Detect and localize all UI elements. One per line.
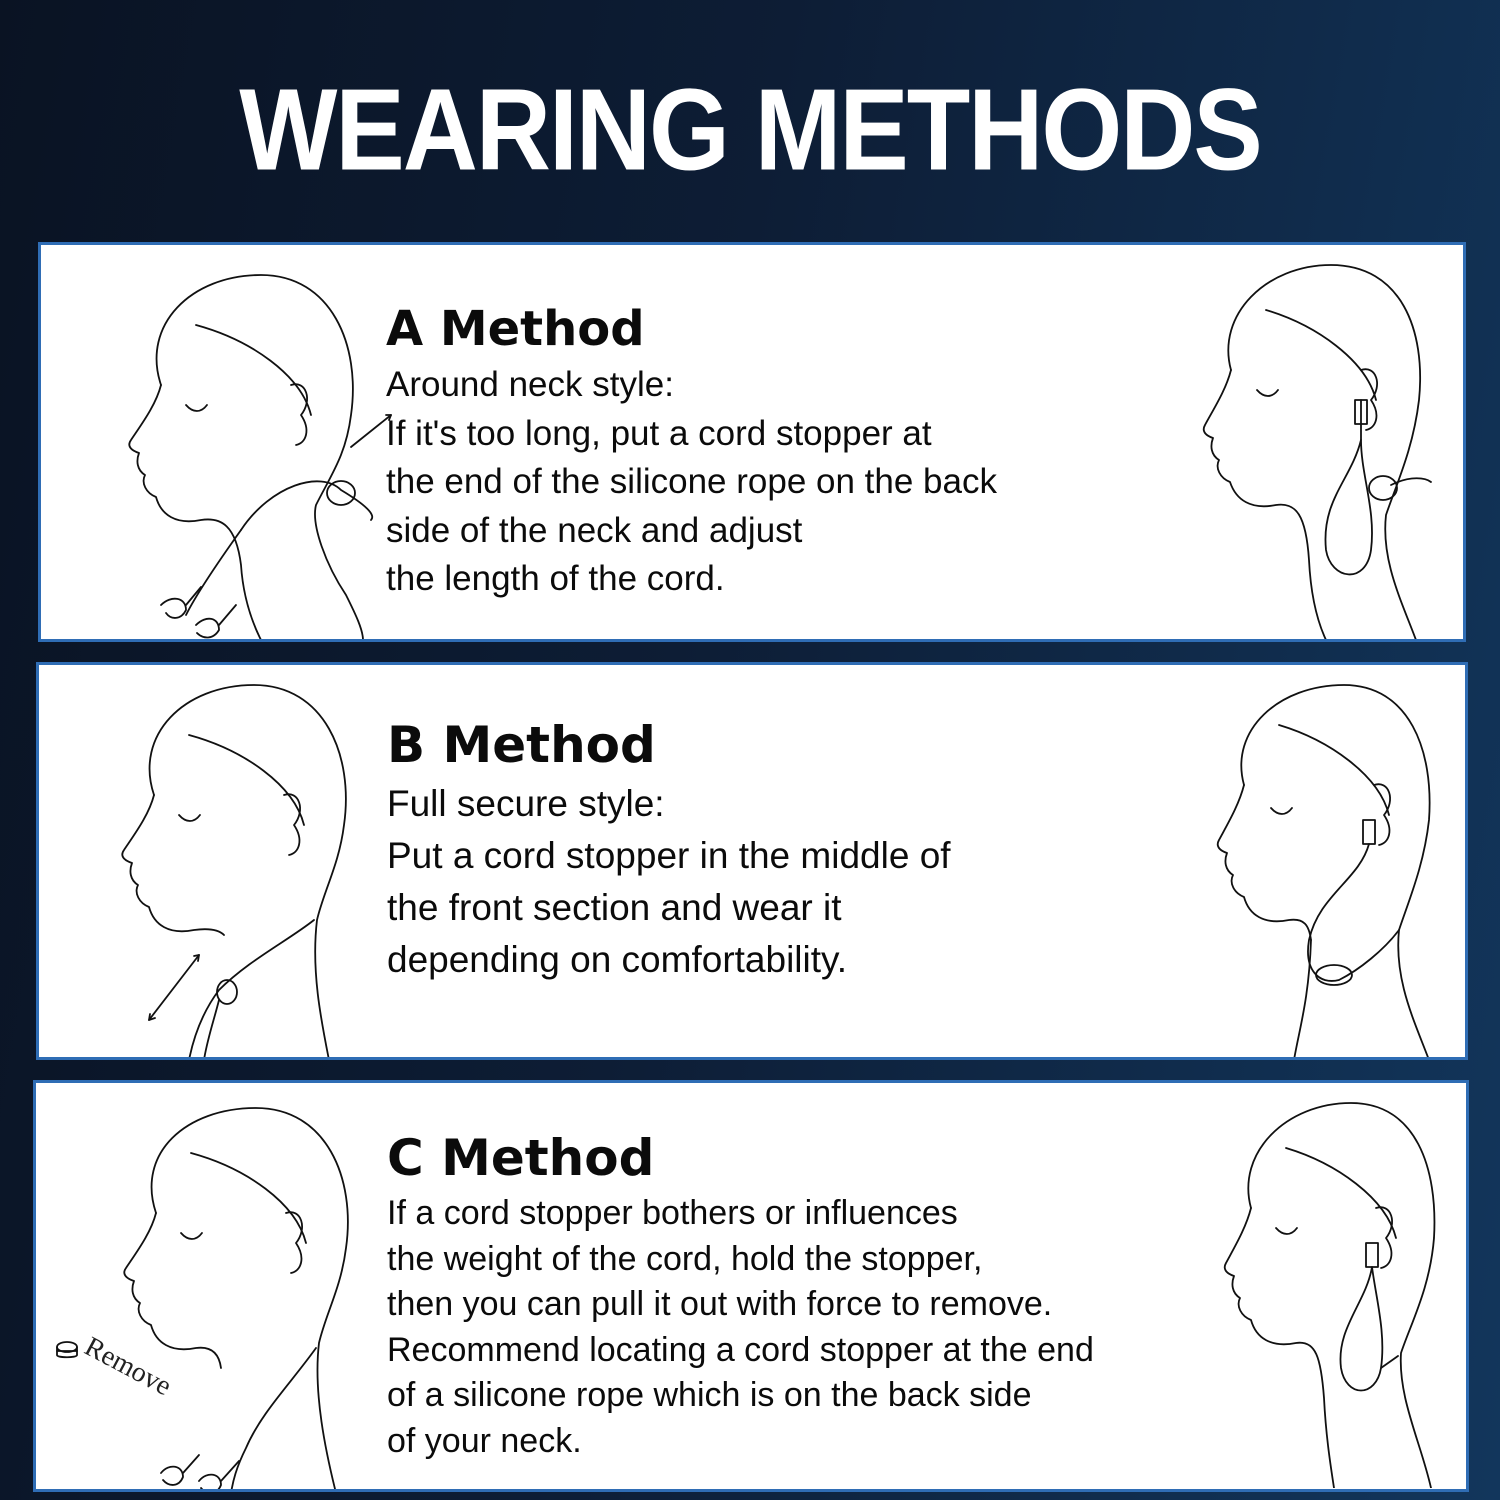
method-c-line-3: then you can pull it out with force to remove. <box>387 1285 1053 1323</box>
method-c-line-5: of a silicone rope which is on the back side <box>387 1376 1032 1414</box>
method-a-line-2: If it's too long, put a cord stopper at <box>386 413 932 453</box>
cord-stopper-icon <box>54 1338 80 1364</box>
head-illustration-left <box>99 680 399 1060</box>
head-illustration-right <box>1209 680 1468 1060</box>
method-a-line-3: the end of the silicone rope on the back <box>386 462 997 501</box>
method-a-line-1: Around neck style: <box>386 365 674 404</box>
method-a-text <box>386 301 997 604</box>
method-b-line-4: depending on comfortability. <box>387 939 848 980</box>
head-illustration-right <box>1216 1098 1456 1488</box>
method-b-text <box>387 716 951 986</box>
method-a-title: A Method <box>386 301 645 357</box>
method-c-line-1: If a cord stopper bothers or influences <box>387 1194 958 1232</box>
method-c-line-2: the weight of the cord, hold the stopper, <box>387 1239 983 1278</box>
method-c-line-6: of your neck. <box>387 1421 582 1460</box>
method-c-text <box>387 1129 1094 1464</box>
method-b-title: B Method <box>387 716 656 774</box>
method-a-panel <box>38 242 1466 642</box>
method-b-panel <box>36 662 1468 1060</box>
method-b-line-1: Full secure style: <box>387 783 665 824</box>
method-c-line-4: Recommend locating a cord stopper at the end <box>387 1330 1094 1369</box>
method-b-line-2: Put a cord stopper in the middle of <box>387 835 951 876</box>
head-illustration-left <box>121 1103 401 1492</box>
method-a-line-4: side of the neck and adjust <box>386 510 803 550</box>
head-illustration-left <box>101 265 401 642</box>
head-illustration-right <box>1191 260 1461 642</box>
method-a-line-5: the length of the cord. <box>386 559 725 598</box>
method-c-title: C Method <box>387 1129 655 1187</box>
method-c-panel <box>33 1080 1469 1492</box>
method-b-line-3: the front section and wear it <box>387 887 842 928</box>
remove-label: Remove <box>79 1331 177 1403</box>
page-title: WEARING METHODS <box>239 65 1261 196</box>
